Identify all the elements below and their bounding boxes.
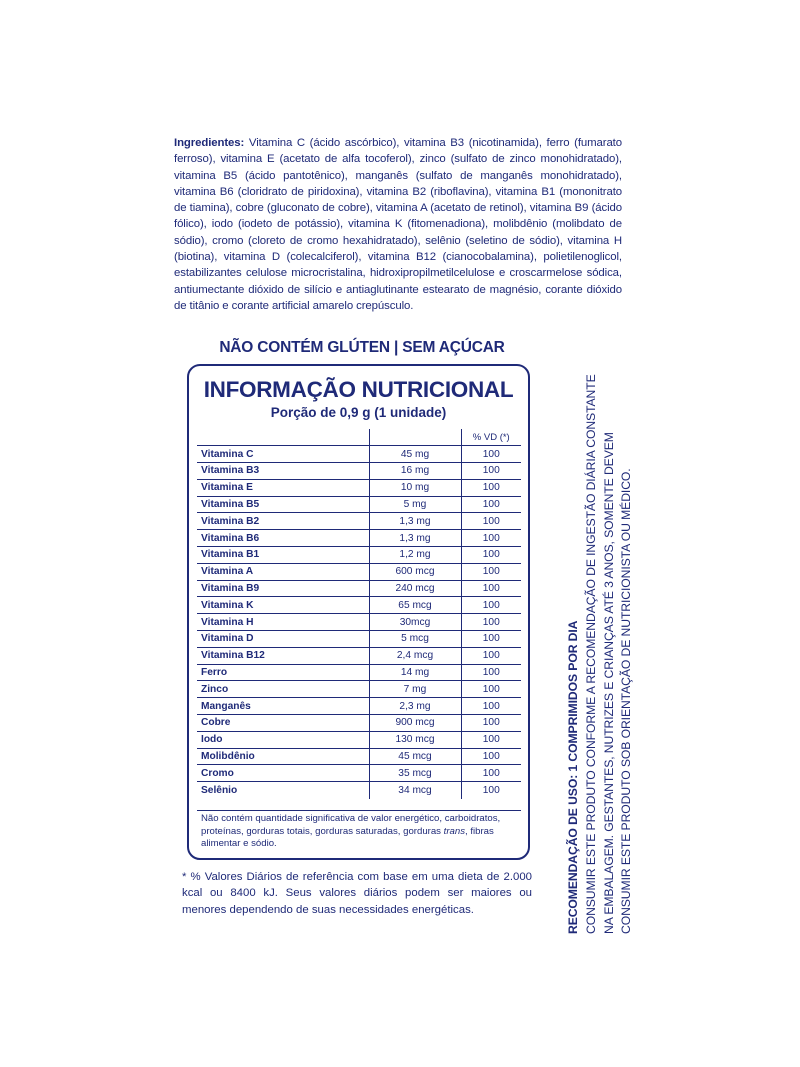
table-row xyxy=(197,496,521,513)
nutrient-quantity: 7 mg xyxy=(369,681,461,698)
table-row xyxy=(197,513,521,530)
nutrient-name: Vitamina B3 xyxy=(197,463,369,480)
ingredients-list: Vitamina C (ácido ascórbico), vitamina B3 (nicotinamida), ferro (fumarato ferroso), vitamina E (acetato de alfa tocoferol), zinco (sulfato de zinco monohidratado), vitamina B5 (ácido pantotênico), manganês (sulfato de manganês monohidratado), vitamina B6 (cloridrato de piridoxina), vitamina B2 (riboflavina), vitamina B1 (mononitrato de tiamina), cobre (gluconato de cobre), vitamina A (acetato de retinol), vitamina B9 (ácido fólico), iodo (iodeto de potássio), vitamina K (fitomenadiona), molibdênio (molibdato de sódio), cromo (cloreto de cromo hexahidratado), selênio (seletino de sódio), vitamina H (biotina), vitamina D (colecalciferol), vitamina B12 (cianocobalamina), polietilenoglicol, estabilizantes celulose microcristalina, hidroxipropilmetilcelulose e croscarmelose sódica, antiumectante dióxido de silício e antiaglutinante estearato de magnésio, corante dióxido de titânio e corante artificial amarelo crepúsculo. xyxy=(174,137,622,312)
nutrient-name: Cromo xyxy=(197,765,369,782)
nutrient-name: Vitamina B2 xyxy=(197,513,369,530)
nutrient-quantity: 45 mg xyxy=(369,446,461,463)
daily-values-note: * % Valores Diários de referência com base em uma dieta de 2.000 kcal ou 8400 kJ. Seus valores diários podem ser maiores ou menores dependendo de suas necessidades energéticas. xyxy=(182,871,532,916)
nutrient-quantity: 35 mcg xyxy=(369,765,461,782)
nutrient-quantity: 600 mcg xyxy=(369,563,461,580)
header-empty xyxy=(197,429,369,446)
table-row xyxy=(197,563,521,580)
nutrient-quantity: 14 mg xyxy=(369,664,461,681)
table-row xyxy=(197,664,521,681)
nutrient-vd: 100 xyxy=(461,547,521,564)
table-row xyxy=(197,580,521,597)
nutrient-vd: 100 xyxy=(461,765,521,782)
table-row xyxy=(197,681,521,698)
table-row xyxy=(197,479,521,496)
nutrient-name: Vitamina C xyxy=(197,446,369,463)
nutrient-vd: 100 xyxy=(461,782,521,799)
nutrient-vd: 100 xyxy=(461,597,521,614)
table-row xyxy=(197,597,521,614)
table-row xyxy=(197,614,521,631)
nutrient-vd: 100 xyxy=(461,530,521,547)
nutrient-quantity: 2,4 mcg xyxy=(369,647,461,664)
nutrient-vd: 100 xyxy=(461,631,521,648)
footnote-end: , fibras alimentar e sódio. xyxy=(201,825,494,850)
panel-title: INFORMAÇÃO NUTRICIONAL xyxy=(203,377,514,402)
nutrient-vd: 100 xyxy=(461,513,521,530)
table-row xyxy=(197,463,521,480)
nutrient-name: Iodo xyxy=(197,731,369,748)
nutrition-rows xyxy=(197,446,521,799)
table-row xyxy=(197,782,521,799)
header-vd: % VD (*) xyxy=(461,429,521,446)
usage-title: RECOMENDAÇÃO DE USO: 1 COMPRIMIDOS POR DIA xyxy=(566,620,580,934)
nutrient-quantity: 2,3 mg xyxy=(369,698,461,715)
nutrient-name: Vitamina B6 xyxy=(197,530,369,547)
nutrient-name: Vitamina A xyxy=(197,563,369,580)
nutrient-vd: 100 xyxy=(461,748,521,765)
footnote-main: Não contém quantidade significativa de valor energético, carboidratos, proteínas, gorduras totais, gorduras saturadas, gorduras xyxy=(201,813,501,837)
header-quantity xyxy=(369,429,461,446)
nutrient-vd: 100 xyxy=(461,479,521,496)
table-row xyxy=(197,748,521,765)
nutrient-name: Molibdênio xyxy=(197,748,369,765)
nutrient-name: Vitamina B1 xyxy=(197,547,369,564)
nutrient-name: Vitamina E xyxy=(197,479,369,496)
nutrient-vd: 100 xyxy=(461,664,521,681)
nutrient-name: Vitamina H xyxy=(197,614,369,631)
table-row xyxy=(197,631,521,648)
footnote-italic: trans xyxy=(443,825,465,837)
nutrient-name: Vitamina B9 xyxy=(197,580,369,597)
nutrient-name: Manganês xyxy=(197,698,369,715)
usage-text: CONSUMIR ESTE PRODUTO CONFORME A RECOMENDAÇÃO DE INGESTÃO DIÁRIA CONSTANTE NA EMBALAGEM. GESTANTES, NUTRIZES E CRIANÇAS ATÉ 3 ANOS, SOMENTE DEVEM CONSUMIR ESTE PRODUTO SOB ORIENTAÇÃO DE NUTRICIONISTA OU MÉDICO. xyxy=(583,374,634,934)
table-row xyxy=(197,698,521,715)
nutrient-vd: 100 xyxy=(461,715,521,732)
ingredients-text xyxy=(174,135,622,314)
nutrient-vd: 100 xyxy=(461,614,521,631)
nutrient-name: Vitamina K xyxy=(197,597,369,614)
nutrient-quantity: 1,3 mg xyxy=(369,530,461,547)
usage-recommendation xyxy=(565,374,636,934)
panel-footnote xyxy=(197,810,521,853)
nutrient-name: Vitamina D xyxy=(197,631,369,648)
nutrient-name: Cobre xyxy=(197,715,369,732)
table-header-row xyxy=(197,429,521,446)
nutrient-quantity: 240 mcg xyxy=(369,580,461,597)
portion-size: Porção de 0,9 g (1 unidade) xyxy=(270,405,447,420)
nutrient-name: Zinco xyxy=(197,681,369,698)
nutrient-quantity: 45 mcg xyxy=(369,748,461,765)
nutrient-quantity: 1,3 mg xyxy=(369,513,461,530)
nutrient-vd: 100 xyxy=(461,463,521,480)
table-row xyxy=(197,731,521,748)
gluten-sugar-claim: NÃO CONTÉM GLÚTEN | SEM AÇÚCAR xyxy=(219,339,505,356)
table-row xyxy=(197,765,521,782)
nutrient-quantity: 5 mcg xyxy=(369,631,461,648)
table-row xyxy=(197,647,521,664)
ingredients-label: Ingredientes: xyxy=(174,137,245,149)
table-row xyxy=(197,715,521,732)
table-row xyxy=(197,530,521,547)
nutrient-quantity: 130 mcg xyxy=(369,731,461,748)
nutrient-vd: 100 xyxy=(461,563,521,580)
nutrient-quantity: 16 mg xyxy=(369,463,461,480)
nutrition-table xyxy=(197,429,521,799)
nutrient-vd: 100 xyxy=(461,681,521,698)
nutrient-vd: 100 xyxy=(461,446,521,463)
nutrient-quantity: 65 mcg xyxy=(369,597,461,614)
nutrient-vd: 100 xyxy=(461,580,521,597)
table-row xyxy=(197,446,521,463)
table-row xyxy=(197,547,521,564)
nutrient-vd: 100 xyxy=(461,698,521,715)
nutrient-quantity: 1,2 mg xyxy=(369,547,461,564)
nutrient-vd: 100 xyxy=(461,496,521,513)
nutrient-quantity: 34 mcg xyxy=(369,782,461,799)
nutrition-facts-panel xyxy=(187,364,530,860)
nutrient-quantity: 5 mg xyxy=(369,496,461,513)
nutrient-name: Vitamina B5 xyxy=(197,496,369,513)
nutrient-name: Selênio xyxy=(197,782,369,799)
nutrient-quantity: 30mcg xyxy=(369,614,461,631)
nutrient-vd: 100 xyxy=(461,647,521,664)
nutrient-quantity: 10 mg xyxy=(369,479,461,496)
nutrient-name: Vitamina B12 xyxy=(197,647,369,664)
nutrient-quantity: 900 mcg xyxy=(369,715,461,732)
nutrient-vd: 100 xyxy=(461,731,521,748)
nutrient-name: Ferro xyxy=(197,664,369,681)
